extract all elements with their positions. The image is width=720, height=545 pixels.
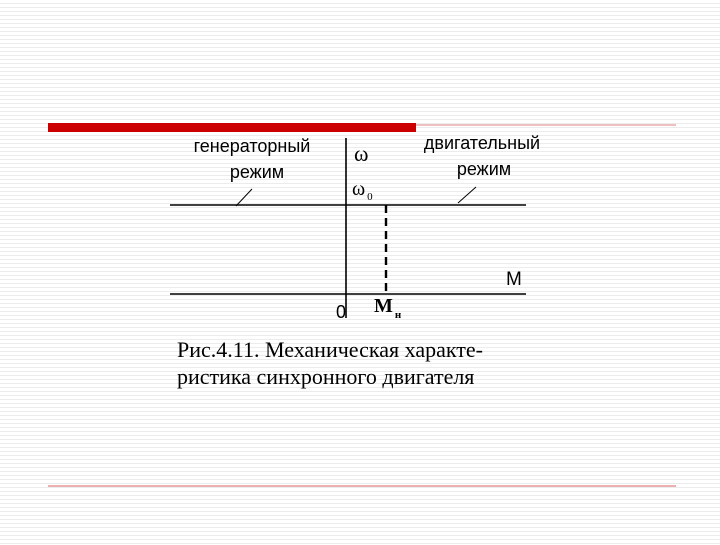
- omega0-subscript: 0: [367, 191, 373, 203]
- mn-subscript: н: [394, 309, 402, 321]
- m-axis-label: M: [506, 269, 522, 290]
- right-region-label-line2: режим: [456, 159, 512, 179]
- top-accent-bar: [48, 123, 416, 132]
- left-leader-line: [236, 189, 252, 206]
- caption-line-1: Рис.4.11. Механическая характе-: [177, 337, 483, 362]
- omega0-label: [352, 178, 373, 203]
- omega0-symbol: ω: [352, 178, 366, 200]
- mn-symbol: M: [374, 295, 393, 317]
- right-leader-line: [458, 187, 476, 203]
- caption-line-2: ристика синхронного двигателя: [177, 364, 475, 389]
- left-region-label-line2: режим: [229, 162, 285, 182]
- omega-axis-label: ω: [354, 141, 369, 166]
- mn-label: [374, 295, 402, 321]
- figure-caption: [177, 336, 617, 390]
- mechanical-characteristic-diagram: [170, 133, 540, 322]
- right-region-label-line1: двигательный: [423, 133, 541, 153]
- origin-label: 0: [336, 302, 347, 322]
- left-region-label-line1: генераторный: [193, 136, 311, 156]
